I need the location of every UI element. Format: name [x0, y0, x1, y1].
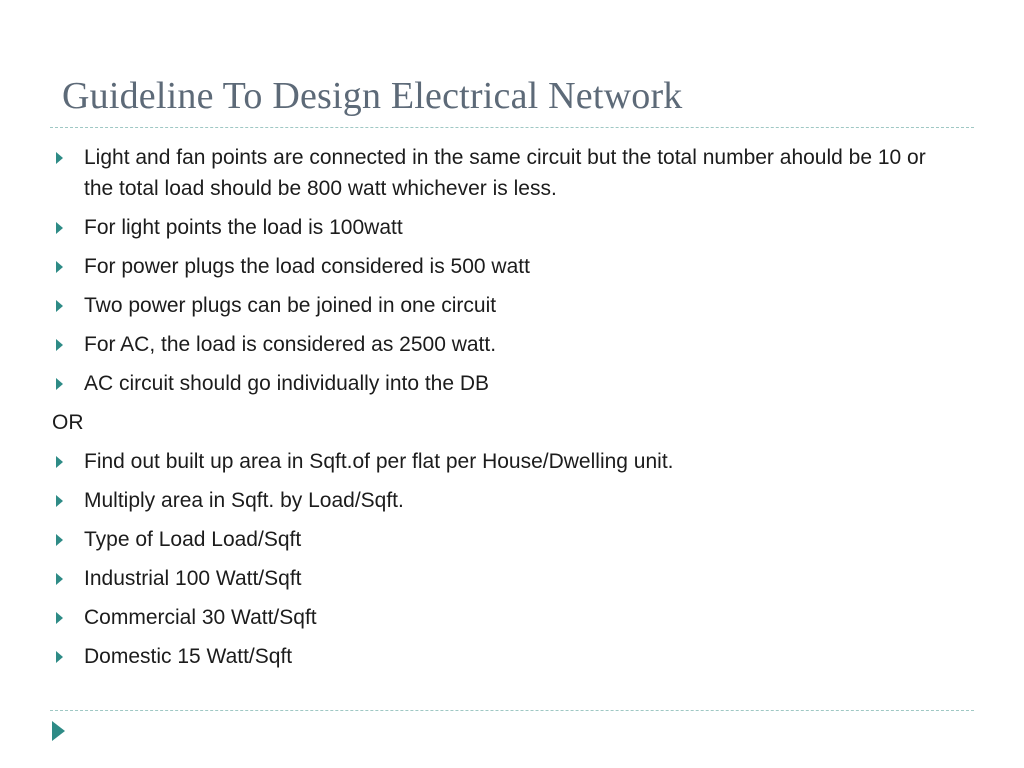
- list-item-text: Commercial 30 Watt/Sqft: [84, 606, 317, 629]
- list-item: [52, 329, 952, 360]
- triangle-bullet-icon: [56, 456, 63, 468]
- triangle-bullet-icon: [56, 651, 63, 663]
- list-item-text: Industrial 100 Watt/Sqft: [84, 567, 302, 590]
- triangle-bullet-icon: [56, 378, 63, 390]
- triangle-bullet-icon: [56, 152, 63, 164]
- title-divider: [50, 127, 974, 128]
- list-item-text: For AC, the load is considered as 2500 watt.: [84, 333, 497, 356]
- list-item-text: AC circuit should go individually into the DB: [84, 372, 490, 395]
- triangle-bullet-icon: [56, 222, 63, 234]
- list-item: [52, 290, 952, 321]
- list-item: [52, 446, 952, 477]
- slide-title: Guideline To Design Electrical Network: [62, 75, 683, 117]
- list-item-text: Find out built up area in Sqft.of per flat per House/Dwelling unit.: [84, 450, 674, 473]
- separator-text: OR: [52, 411, 84, 434]
- next-slide-arrow-icon[interactable]: [52, 721, 65, 741]
- list-item: [52, 142, 952, 204]
- list-item-text: For light points the load is 100watt: [84, 216, 403, 239]
- triangle-bullet-icon: [56, 612, 63, 624]
- list-item: [52, 368, 952, 399]
- bullet-content: [52, 142, 952, 680]
- list-item-text: Type of Load Load/Sqft: [84, 528, 302, 551]
- triangle-bullet-icon: [56, 339, 63, 351]
- list-item: [52, 641, 952, 672]
- list-item-text: For power plugs the load considered is 500 watt: [84, 255, 530, 278]
- triangle-bullet-icon: [56, 300, 63, 312]
- triangle-bullet-icon: [56, 573, 63, 585]
- list-item-text: Light and fan points are connected in the same circuit but the total number ahould be 10 or the total load should be 800 watt whichever is less.: [84, 146, 926, 200]
- list-item: [52, 602, 952, 633]
- footer-divider: [50, 710, 974, 711]
- list-item-text: Domestic 15 Watt/Sqft: [84, 645, 293, 668]
- list-item: [52, 485, 952, 516]
- list-item: [52, 251, 952, 282]
- list-item: [52, 212, 952, 243]
- triangle-bullet-icon: [56, 495, 63, 507]
- triangle-bullet-icon: [56, 261, 63, 273]
- list-item: [52, 524, 952, 555]
- list-item-text: Multiply area in Sqft. by Load/Sqft.: [84, 489, 404, 512]
- list-item: [52, 563, 952, 594]
- list-item-text: Two power plugs can be joined in one circuit: [84, 294, 497, 317]
- triangle-bullet-icon: [56, 534, 63, 546]
